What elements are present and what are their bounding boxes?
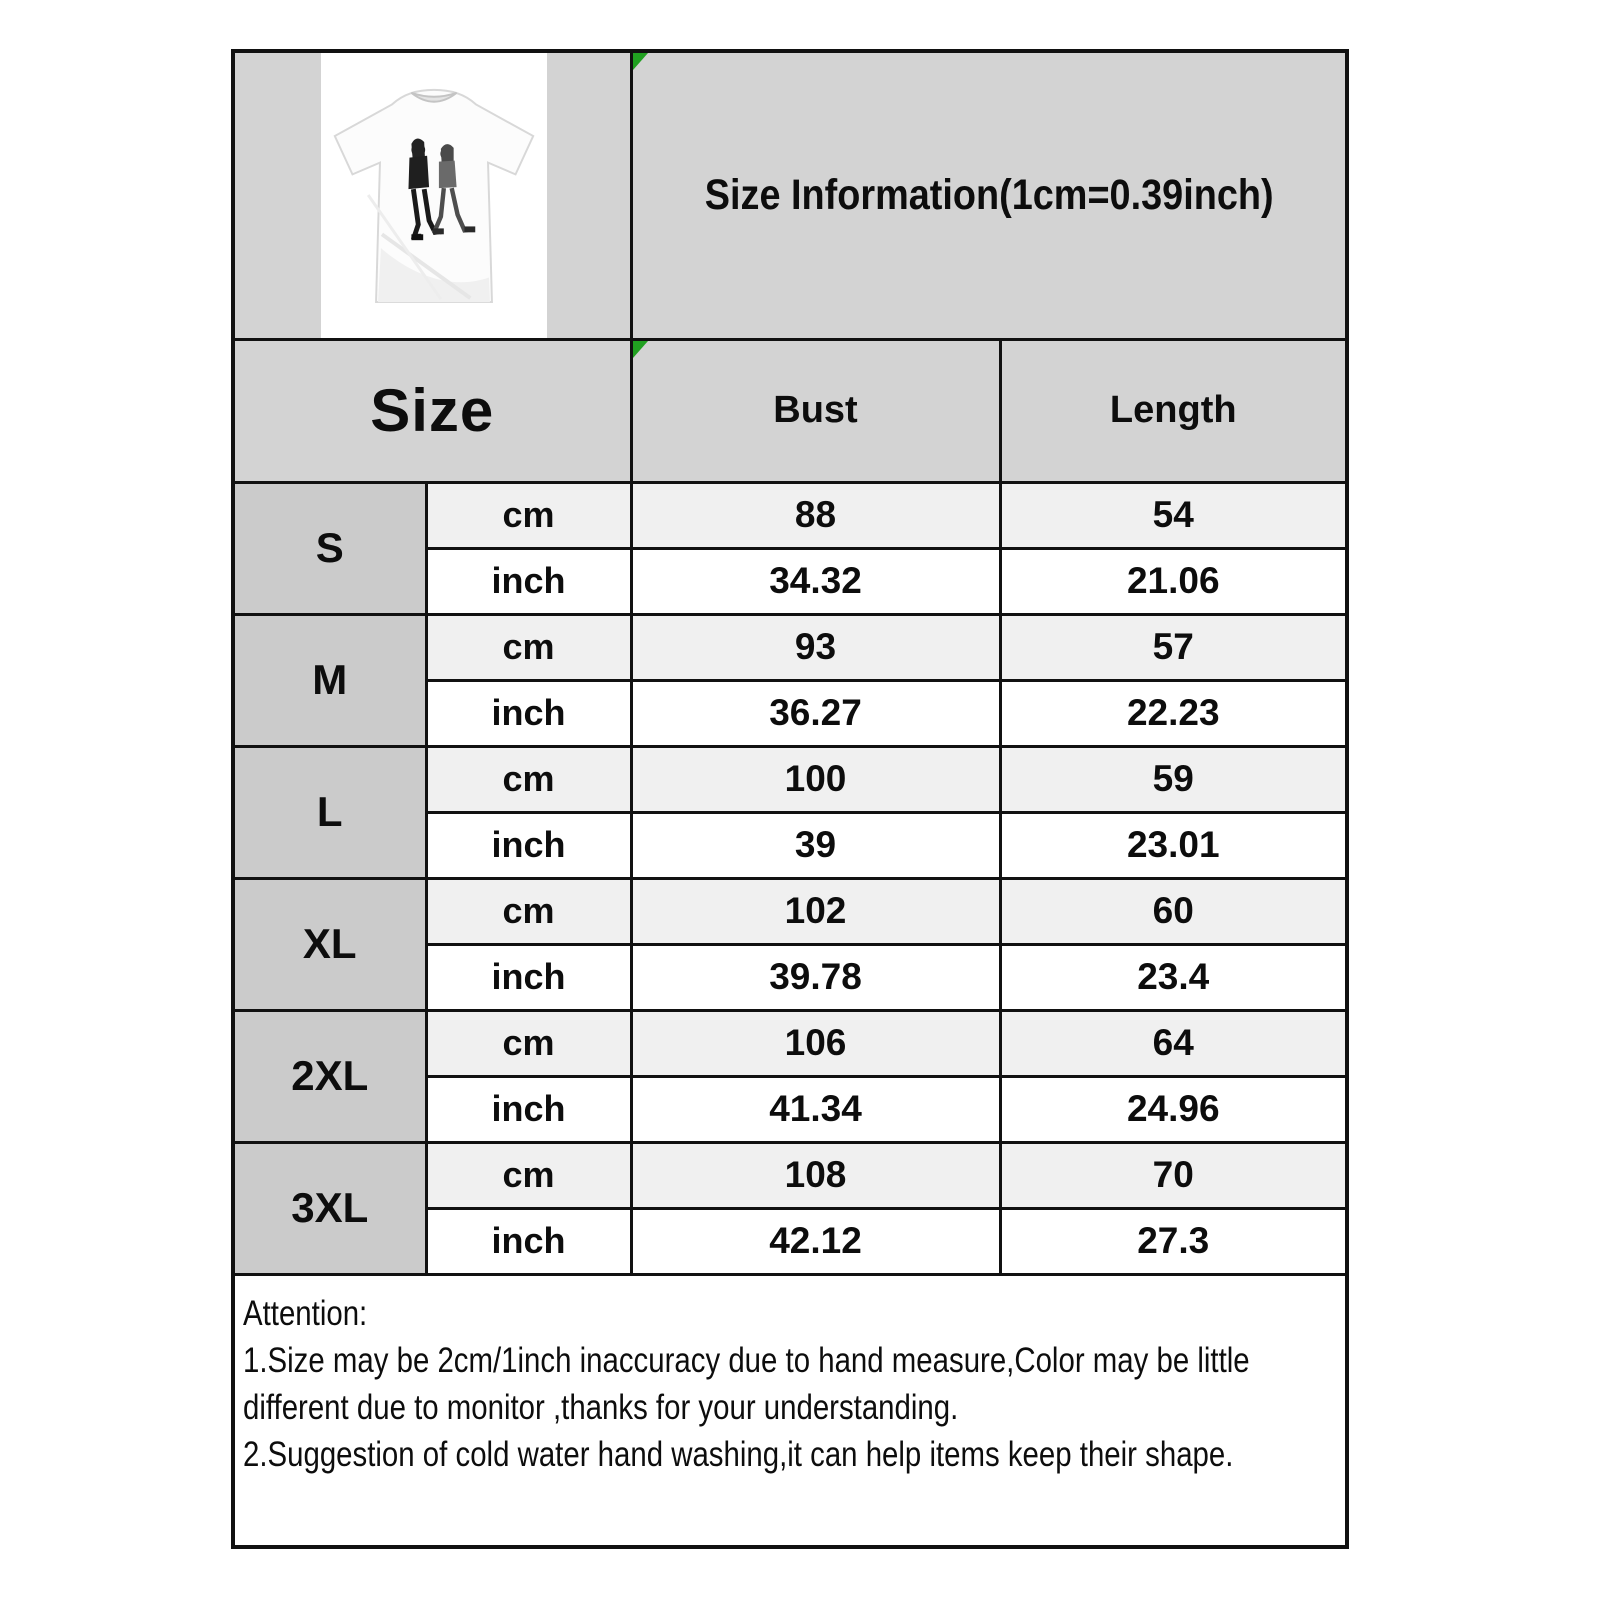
attention-note (233, 1274, 1347, 1547)
unit-label: cm (426, 1142, 631, 1208)
bust-value: 39.78 (631, 944, 1000, 1010)
length-value: 70 (1000, 1142, 1347, 1208)
column-header-bust-label: Bust (773, 389, 858, 431)
unit-label: cm (426, 1010, 631, 1076)
unit-label: inch (426, 1076, 631, 1142)
attention-title: Attention: (243, 1293, 368, 1333)
bust-value: 34.32 (631, 548, 1000, 614)
green-corner-marker-icon (633, 341, 648, 358)
size-table (231, 49, 1349, 1549)
length-value: 21.06 (1000, 548, 1347, 614)
length-value: 54 (1000, 482, 1347, 548)
attention-line-3: 2.Suggestion of cold water hand washing,it can help items keep their shape. (243, 1434, 1234, 1474)
bust-value: 106 (631, 1010, 1000, 1076)
row-s-cm (233, 482, 1347, 548)
unit-label: inch (426, 944, 631, 1010)
row-3xl-cm (233, 1142, 1347, 1208)
length-value: 24.96 (1000, 1076, 1347, 1142)
size-information-cell (631, 51, 1347, 339)
length-value: 57 (1000, 614, 1347, 680)
unit-label: inch (426, 812, 631, 878)
bust-value: 36.27 (631, 680, 1000, 746)
row-2xl-cm (233, 1010, 1347, 1076)
row-xl-cm (233, 878, 1347, 944)
product-photo-strip (321, 53, 547, 338)
column-header-bust (631, 339, 1000, 482)
bust-value: 41.34 (631, 1076, 1000, 1142)
unit-label: cm (426, 878, 631, 944)
row-l-cm (233, 746, 1347, 812)
size-label: 3XL (233, 1142, 426, 1274)
length-value: 22.23 (1000, 680, 1347, 746)
product-photo-cell (233, 51, 631, 339)
unit-label: cm (426, 746, 631, 812)
bust-value: 108 (631, 1142, 1000, 1208)
size-label: M (233, 614, 426, 746)
size-chart-sheet (231, 49, 1345, 1549)
length-value: 23.4 (1000, 944, 1347, 1010)
size-label: S (233, 482, 426, 614)
unit-label: inch (426, 680, 631, 746)
bust-value: 39 (631, 812, 1000, 878)
unit-label: inch (426, 1208, 631, 1274)
bust-value: 42.12 (631, 1208, 1000, 1274)
bust-value: 100 (631, 746, 1000, 812)
length-value: 27.3 (1000, 1208, 1347, 1274)
tshirt-product-image (323, 77, 545, 313)
unit-label: inch (426, 548, 631, 614)
column-header-length: Length (1000, 339, 1347, 482)
bust-value: 93 (631, 614, 1000, 680)
row-m-cm (233, 614, 1347, 680)
length-value: 59 (1000, 746, 1347, 812)
column-header-row (233, 339, 1347, 482)
top-row (233, 51, 1347, 339)
length-value: 60 (1000, 878, 1347, 944)
length-value: 64 (1000, 1010, 1347, 1076)
size-label: XL (233, 878, 426, 1010)
length-value: 23.01 (1000, 812, 1347, 878)
bust-value: 102 (631, 878, 1000, 944)
attention-row (233, 1274, 1347, 1547)
column-header-size: Size (233, 339, 631, 482)
bust-value: 88 (631, 482, 1000, 548)
unit-label: cm (426, 482, 631, 548)
unit-label: cm (426, 614, 631, 680)
attention-line-2: different due to monitor ,thanks for your understanding. (243, 1387, 959, 1427)
size-information-title: Size Information(1cm=0.39inch) (704, 170, 1274, 219)
size-label: L (233, 746, 426, 878)
size-label: 2XL (233, 1010, 426, 1142)
green-corner-marker-icon (633, 53, 648, 70)
attention-line-1: 1.Size may be 2cm/1inch inaccuracy due to hand measure,Color may be little (243, 1340, 1250, 1380)
